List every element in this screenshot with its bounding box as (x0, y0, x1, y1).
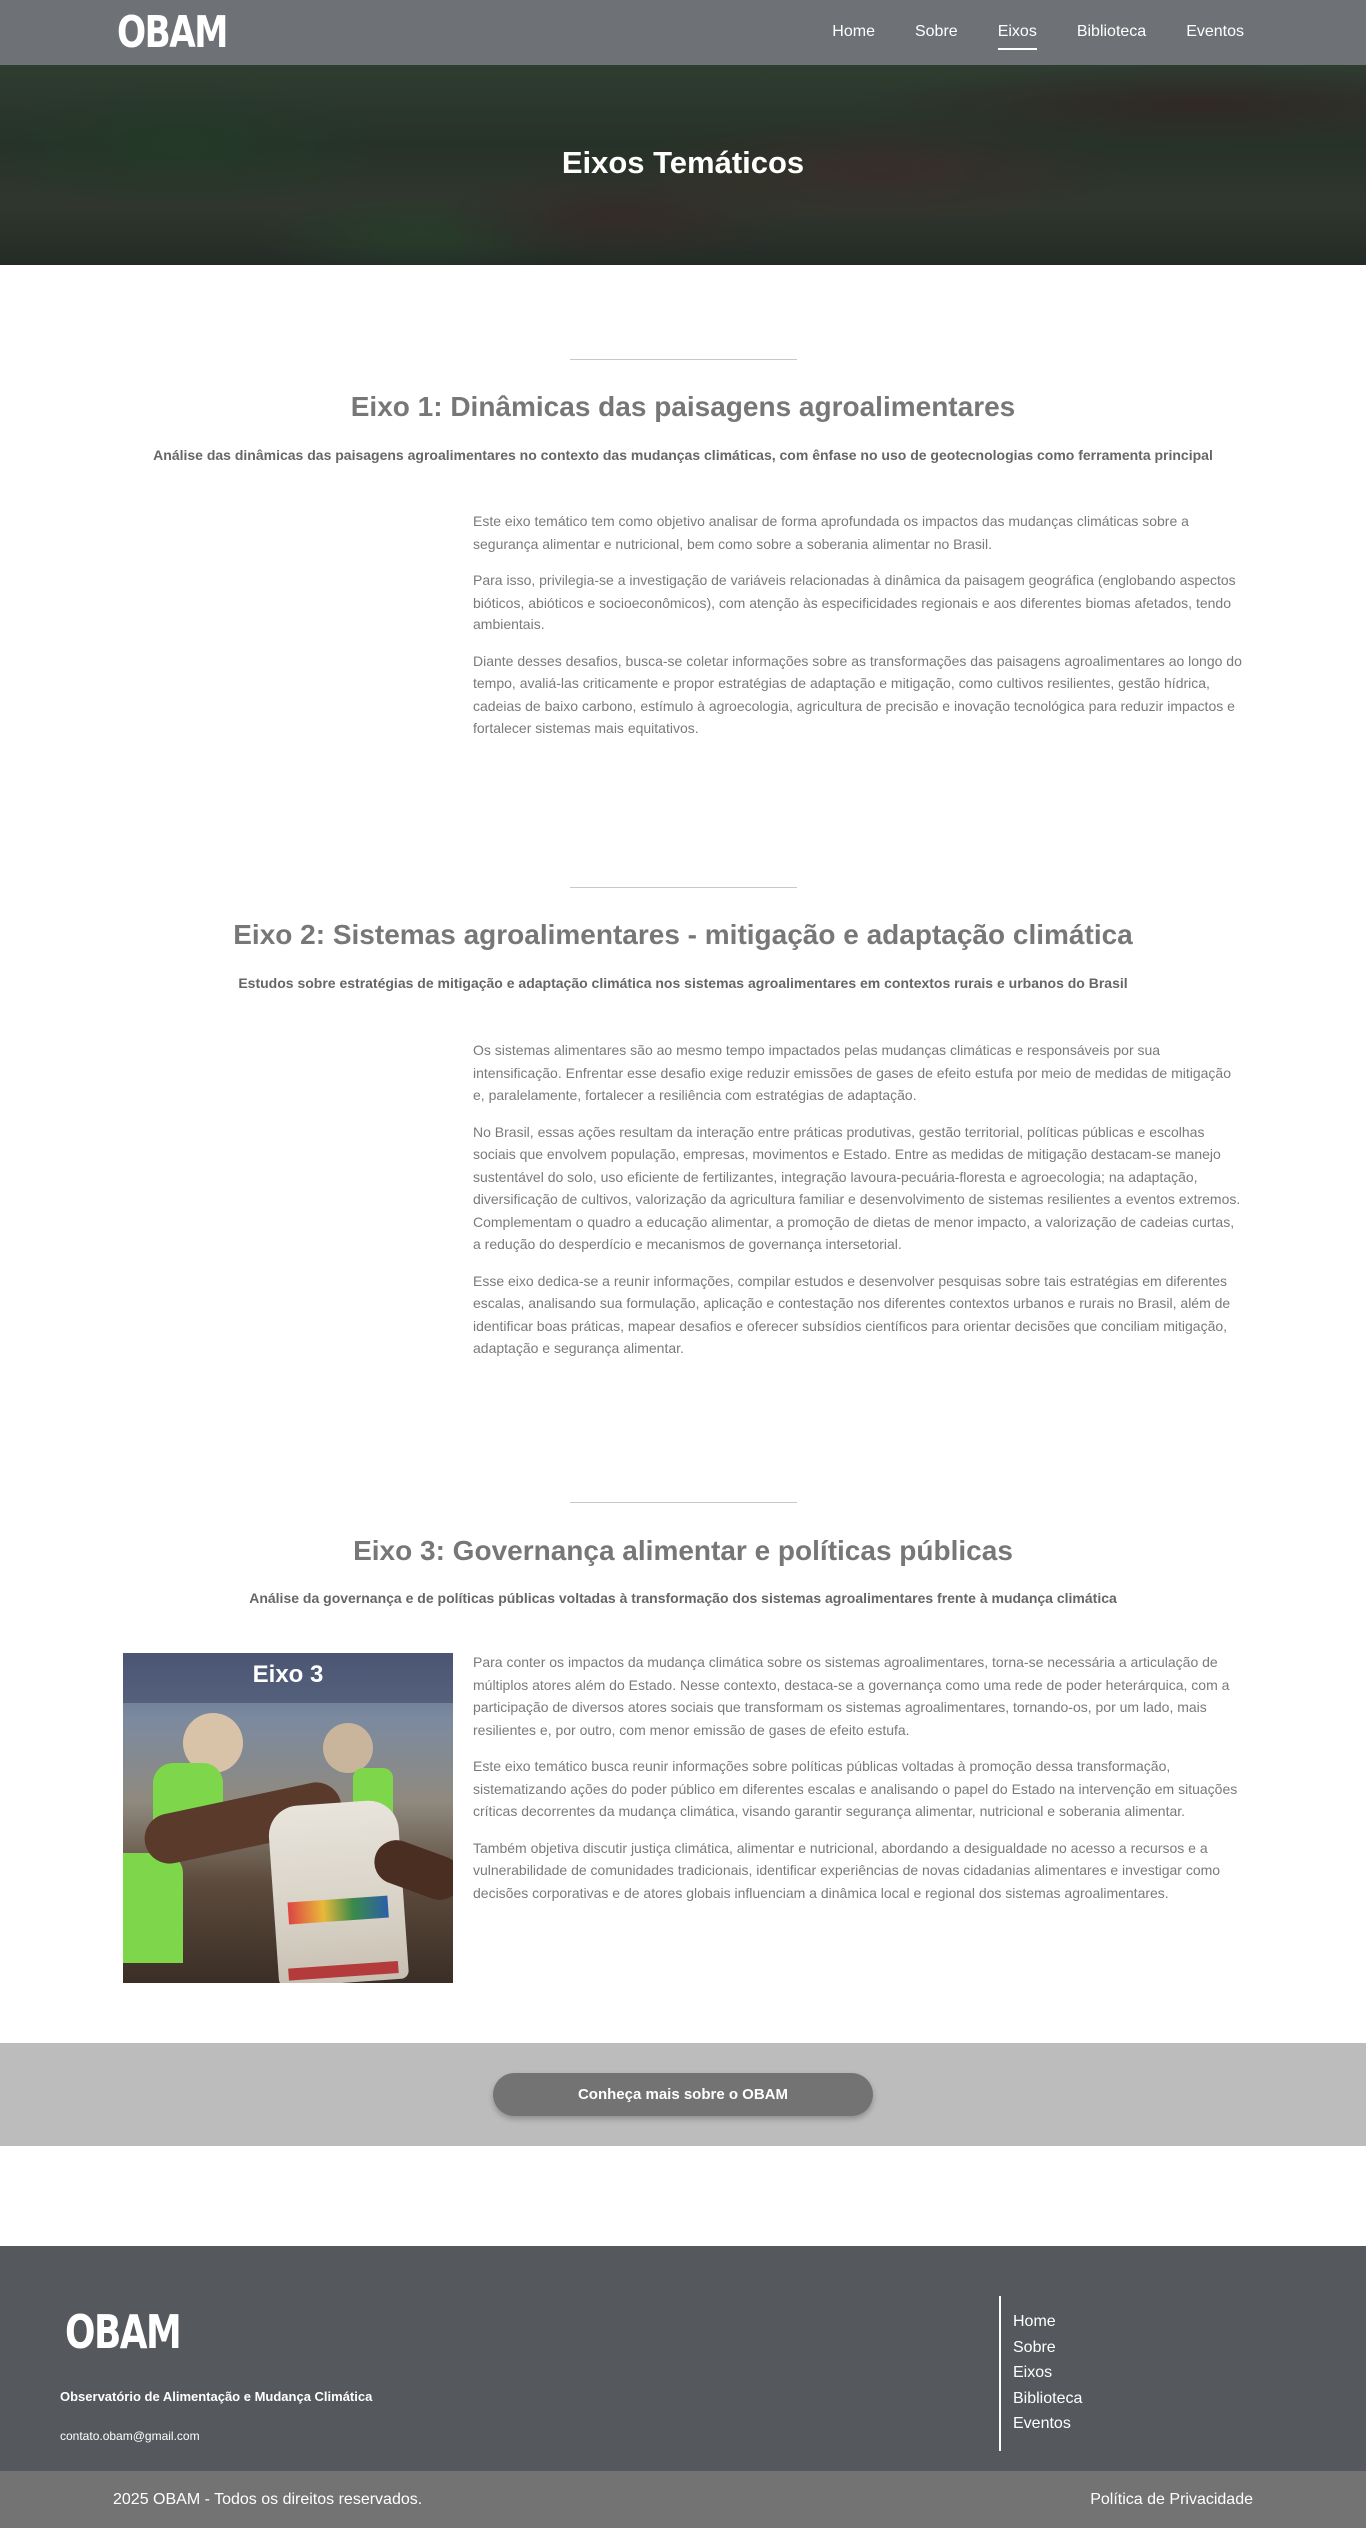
top-navbar (0, 0, 1366, 65)
section-divider (570, 1502, 797, 1503)
footer (0, 2246, 1366, 2471)
bag-label (288, 1961, 399, 1981)
eixo-3-paragraph: Este eixo temático busca reunir informações sobre políticas públicas voltadas à promoção dessa transformação, sistematizando ações do poder público em diferentes escalas e analisando o papel do Estado na intervenção em situações críticas decorrentes da mudança climática, visando garantir segurança alimentar, nutricional e soberania alimentar. (473, 1758, 1238, 1819)
eixo-1-text (473, 510, 1243, 754)
nav-link-eventos[interactable]: Eventos (1186, 22, 1244, 40)
eixo-3-image (123, 1653, 453, 1983)
footer-logo[interactable]: OBAM (65, 2305, 181, 2359)
footer-link-eventos[interactable]: Eventos (1013, 2415, 1071, 2432)
hero-banner (0, 65, 1366, 265)
about-obam-button[interactable]: Conheça mais sobre o OBAM (493, 2073, 873, 2116)
eixo-1-paragraph: ambientais. (473, 616, 545, 632)
eixo-1-subtitle: Análise das dinâmicas das paisagens agroalimentares no contexto das mudanças climáticas, com ênfase no uso de geotecnologias como ferramenta principal (153, 447, 1213, 463)
section-divider (570, 359, 797, 360)
worker-figure (323, 1723, 373, 1773)
nav-link-eixos[interactable]: Eixos (998, 23, 1037, 43)
section-divider (570, 887, 797, 888)
copyright-text: 2025 OBAM - Todos os direitos reservados. (113, 2491, 423, 2508)
eixo-3-image-label: Eixo 3 (252, 1661, 324, 1688)
eixo-2-title: Eixo 2: Sistemas agroalimentares - mitigação e adaptação climática (233, 919, 1133, 950)
cta-band (0, 2043, 1366, 2146)
eixo-2-paragraph: Esse eixo dedica-se a reunir informações, compilar estudos e desenvolver pesquisas sobre tais estratégias em diferentes escalas, analisando sua formulação, aplicação e contestação nos diferentes contextos urbanos e rurais no Brasil, além de identificar boas práticas, mapear desafios e oferecer subsídios científicos para orientar decisões que conciliam mitigação, adaptação e segurança alimentar. (473, 1272, 1231, 1356)
eixo-2-subtitle: Estudos sobre estratégias de mitigação e adaptação climática nos sistemas agroalimentares em contextos rurais e urbanos do Brasil (238, 975, 1128, 991)
eixo-1-paragraph: Para isso, privilegia-se a investigação de variáveis relacionadas à dinâmica da paisagem geográfica (englobando aspectos bióticos, abióticos e socioeconômicos), com atenção às especificidades regionais e aos diferentes biomas afetados, tendo (473, 572, 1236, 611)
nav-link-home[interactable]: Home (832, 22, 875, 40)
eixo-3-title: Eixo 3: Governança alimentar e políticas públicas (353, 1535, 1013, 1566)
privacy-policy-link[interactable]: Política de Privacidade (1090, 2491, 1253, 2508)
eixo-3-text (473, 1651, 1243, 1918)
footer-nav (1013, 2309, 1082, 2437)
green-vest (123, 1853, 183, 1963)
eixo-1-title: Eixo 1: Dinâmicas das paisagens agroalimentares (350, 391, 1016, 422)
site-logo[interactable]: OBAM (117, 7, 227, 58)
eixo-3-paragraph: Também objetiva discutir justiça climática, alimentar e nutricional, abordando a desigualdade no acesso a recursos e a vulnerabilidade de comunidades tradicionais, identificar experiências de novas cidadanias alimentares e investigar como decisões corporativas e de atores globais influenciam a dinâmica local e regional dos sistemas agroalimentares. (473, 1839, 1221, 1901)
eixo-2-paragraph: Os sistemas alimentares são ao mesmo tempo impactados pelas mudanças climáticas e responsáveis por sua intensificação. Enfrentar esse desafio exige reduzir emissões de gases de efeito estufa por meio de medidas de mitigação e, paralelamente, fortalecer a resiliência com estratégias de adaptação. (473, 1042, 1231, 1103)
eixo-2-paragraph: No Brasil, essas ações resultam da interação entre práticas produtivas, gestão territorial, políticas públicas e escolhas sociais que envolvem população, empresas, movimentos e Estado. Entre as medidas de mitigação destacam-se manejo sustentável do solo, uso eficiente de fertilizantes, integração lavoura-pecuária-floresta e agroecologia; na adaptação, diversificação de cultivos, valorização da agricultura familiar e desenvolvimento de sistemas resilientes a eventos extremos. Complementam o quadro a educação alimentar, a promoção de dietas de menor impacto, a valorização de cadeias curtas, a redução do desperdício e mecanismos de governança intersetorial. (473, 1123, 1241, 1252)
food-bag (267, 1799, 409, 1983)
eixo-3-paragraph: Para conter os impactos da mudança climática sobre os sistemas agroalimentares, torna-se necessária a articulação de múltiplos atores além do Estado. Nesse contexto, destaca-se a governança como uma rede de poder heterárquica, com a participação de diversos atores sociais que transformam os sistemas agroalimentares, tornando-os, por um lado, mais resilientes e, por outro, com menor emissão de gases de efeito estufa. (473, 1654, 1230, 1738)
eixo-3-subtitle: Análise da governança e de políticas públicas voltadas à transformação dos sistemas agroalimentares frente à mudança climática (249, 1590, 1117, 1606)
footer-email[interactable]: contato.obam@gmail.com (60, 2429, 200, 2443)
copyright-bar (0, 2471, 1366, 2528)
nav-menu (792, 0, 1244, 65)
footer-link-eixos[interactable]: Eixos (1013, 2364, 1053, 2381)
eixo-1-paragraph: Este eixo temático tem como objetivo analisar de forma aprofundada os impactos das mudanças climáticas sobre a segurança alimentar e nutricional, bem como sobre a soberania alimentar no Brasil. (473, 513, 1189, 552)
footer-link-sobre[interactable]: Sobre (1013, 2338, 1056, 2356)
eixo-1-paragraph: Diante desses desafios, busca-se coletar informações sobre as transformações das paisagens agroalimentares ao longo do tempo, avaliá-las criticamente e propor estratégias de adaptação e mitigação, como cultivos resilientes, gestão hídrica, cadeias de baixo carbono, estímulo à agroecologia, agricultura de precisão e inovação tecnológica para reduzir impactos e fortalecer sistemas mais equitativos. (473, 652, 1242, 736)
bag-logo (288, 1896, 389, 1925)
footer-org-name: Observatório de Alimentação e Mudança Climática (60, 2389, 373, 2404)
footer-link-biblioteca[interactable]: Biblioteca (1013, 2389, 1083, 2407)
eixo-2-text (473, 1039, 1243, 1374)
nav-link-biblioteca[interactable]: Biblioteca (1076, 22, 1147, 40)
footer-divider (999, 2296, 1001, 2451)
page-title: Eixos Temáticos (561, 145, 805, 180)
footer-link-home[interactable]: Home (1013, 2313, 1056, 2330)
nav-link-sobre[interactable]: Sobre (914, 22, 958, 40)
